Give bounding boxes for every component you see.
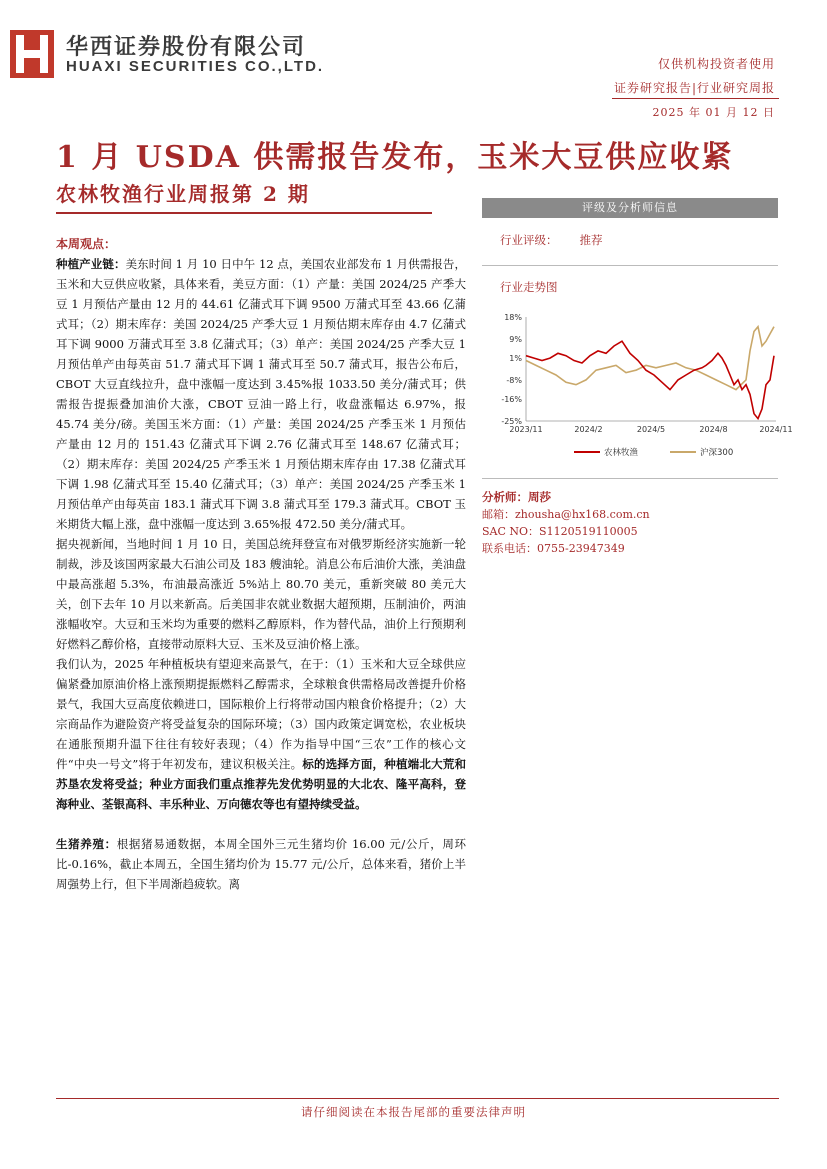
report-body <box>56 234 466 894</box>
legend-label: 农林牧渔 <box>604 448 639 458</box>
industry-rating <box>500 232 603 248</box>
paragraph-oil <box>56 534 466 654</box>
footer-divider <box>56 1098 779 1099</box>
paragraph-planting <box>56 254 466 534</box>
y-tick-label: -8% <box>506 375 522 385</box>
y-tick-label: -16% <box>501 395 522 405</box>
x-tick-label: 2024/8 <box>699 425 728 434</box>
header-divider <box>612 98 779 99</box>
paragraph-lead: 生猪养殖： <box>56 837 117 851</box>
paragraph-text: 美东时间 1 月 10 日中午 12 点，美国农业部发布 1 月供需报告，玉米和大豆供应收紧，具体来看，美豆方面：（1）产量：美国 2024/25 产季大豆 1 月预估产量由 12 月的 44.61 亿蒲式耳下调 9500 万蒲式耳至 43.66 亿蒲式耳；（2）期末库存：美国 2024/25 产季大豆 1 月预估期末库存由 4.7 亿蒲式耳下调 9000 万蒲式耳至 3.8 亿蒲式耳；（3）单产：美国 2024/25 产季大豆 1 月预估单产由每英亩 51.7 蒲式耳下调 1 蒲式耳至 50.7 蒲式耳，报告公布后，CBOT 大豆直线拉升，盘中涨幅一度达到 3.45%报 1033.50 美分/蒲式耳；供需报告提振叠加油价大涨，CBOT 豆油一路上行，收盘涨幅达 6.97%，报 45.74 美分/磅。美国玉米方面：（1）产量：美国 2024/25 产季玉米 1 月预估产量由 12 月的 151.43 亿蒲式耳下调 2.76 亿蒲式耳至 148.67 亿蒲式耳；（2）期末库存：美国 2024/25 产季玉米 1 月预估期末库存由 17.38 亿蒲式耳下调 1.98 亿蒲式耳至 15.40 亿蒲式耳；（3）单产：美国 2024/25 产季玉米 1 月预估单产由每英亩 183.1 蒲式耳下调 3.8 蒲式耳至 179.3 蒲式耳。CBOT 玉米期货大幅上涨，盘中涨幅一度达到 3.65%报 472.50 美分/蒲式耳。 <box>56 257 466 531</box>
y-tick-label: 1% <box>509 354 522 364</box>
sac-label: SAC NO： <box>482 525 540 538</box>
y-tick-label: 18% <box>504 313 522 322</box>
analyst-name: 分析师：周莎 <box>482 490 551 504</box>
analyst-email[interactable]: zhousha@hx168.com.cn <box>515 508 650 521</box>
analyst-sac-row <box>482 523 650 540</box>
legal-notice: 请仔细阅读在本报告尾部的重要法律声明 <box>301 1105 526 1119</box>
email-label: 邮箱： <box>482 508 515 521</box>
rating-value: 推荐 <box>579 233 603 247</box>
distribution-notice: 仅供机构投资者使用 <box>657 57 775 71</box>
paragraph-bold-tail: 标的选择方面，种植端北大荒和苏垦农发将受益；种业方面我们重点推荐先发优势明显的大北农、隆平高科，登海种业、荃银高科、丰乐种业、万向德农等也有望持续受益。 <box>56 757 466 811</box>
rating-panel-title: 评级及分析师信息 <box>482 198 778 218</box>
legend-label: 沪深300 <box>700 448 734 458</box>
x-tick-label: 2024/11 <box>759 425 793 434</box>
huaxi-logo-icon <box>10 30 54 78</box>
analyst-sac: S1120519110005 <box>539 525 638 538</box>
analyst-phone: 0755-23947349 <box>537 542 625 555</box>
analyst-info <box>482 489 650 557</box>
report-type: 证券研究报告|行业研究周报 <box>613 81 775 95</box>
x-tick-label: 2024/2 <box>574 425 603 434</box>
trend-chart-title: 行业走势图 <box>500 280 558 294</box>
report-subtitle: 农林牧渔行业周报第 2 期 <box>56 182 310 206</box>
report-title: 1 月 USDA 供需报告发布，玉米大豆供应收紧 <box>56 140 734 175</box>
y-tick-label: 9% <box>509 334 522 344</box>
section-heading: 本周观点： <box>56 237 117 251</box>
rating-label: 行业评级： <box>500 233 558 247</box>
paragraph-spacer <box>56 814 466 834</box>
company-name-cn: 华西证券股份有限公司 <box>66 34 307 60</box>
subtitle-underline <box>56 212 432 214</box>
company-name-en: HUAXI SECURITIES CO.,LTD. <box>66 58 325 75</box>
paragraph-lead: 种植产业链： <box>56 257 126 271</box>
x-tick-label: 2024/5 <box>636 425 666 434</box>
paragraph-view <box>56 654 466 814</box>
y-tick-label: -25% <box>501 417 522 426</box>
paragraph-text: 据央视新闻，当地时间 1 月 10 日，美国总统拜登宣布对俄罗斯经济实施新一轮制裁，涉及该国两家最大石油公司及 183 艘油轮。消息公布后油价大涨，美油盘中最高涨超 5.3%，布油最高涨近 5%站上 80.70 美元，重新突破 80 美元大关，创下去年 10 月以来新高。后美国非农就业数据大超预期，压制油价，两油涨幅收窄。大豆和玉米均为重要的燃料乙醇原料，作为替代品，油价上行预期利好燃料乙醇价格，直接带动原料大豆、玉米及豆油价格上涨。 <box>56 537 466 651</box>
analyst-phone-row <box>482 540 650 557</box>
paragraph-hog <box>56 834 466 894</box>
paragraph-text: 我们认为，2025 年种植板块有望迎来高景气，在于：（1）玉米和大豆全球供应偏紧叠加原油价格上涨预期提振燃料乙醇需求，全球粮食供需格局改善提升价格景气，我国大豆高度依赖进口，国际粮价上行将带动国内粮食价格提升；（2）大宗商品作为避险资产将受益复杂的国际环境；（3）国内政策定调宽松，农业板块在通胀预期升温下往往有较好表现；（4）作为指导中国“三农”工作的核心文件“中央一号文”将于年初发布，建议积极关注。 <box>56 657 466 771</box>
industry-trend-chart <box>486 305 793 465</box>
x-tick-label: 2023/11 <box>509 425 543 434</box>
analyst-email-row <box>482 506 650 523</box>
panel-divider <box>482 265 778 266</box>
panel-divider <box>482 478 778 479</box>
paragraph-text: 根据猪易通数据，本周全国外三元生猪均价 16.00 元/公斤，周环比-0.16%，截止本周五，全国生猪均价为 15.77 元/公斤，总体来看，猪价上半周强势上行，但下半周渐趋疲软。离 <box>56 837 466 891</box>
phone-label: 联系电话： <box>482 542 537 555</box>
report-date: 2025 年 01 月 12 日 <box>652 106 775 119</box>
